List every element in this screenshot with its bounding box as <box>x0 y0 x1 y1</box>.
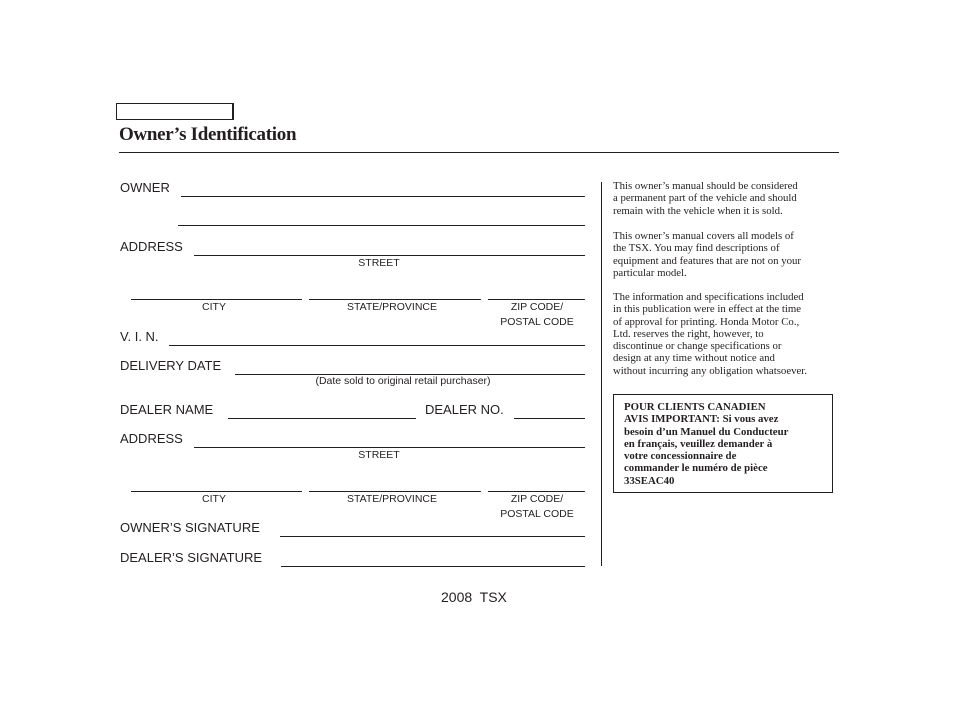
dealer-zip-caption: ZIP CODE/ <box>510 493 564 505</box>
note-line: without incurring any obligation whatsoever. <box>613 364 808 377</box>
column-divider <box>601 182 602 566</box>
dealer-address-label: ADDRESS <box>120 431 183 446</box>
note-line: remain with the vehicle when it is sold. <box>613 204 783 217</box>
manual-note-paragraph <box>613 180 839 217</box>
owner-city-caption: CITY <box>202 301 226 313</box>
note-line: This owner’s manual should be considered <box>613 180 798 192</box>
owner-state-line[interactable] <box>309 299 481 300</box>
note-line: particular model. <box>613 266 687 279</box>
dealer-city-line[interactable] <box>131 491 302 492</box>
owner-name-line-2[interactable] <box>178 225 585 226</box>
delivery-date-label: DELIVERY DATE <box>120 358 222 373</box>
notice-line: AVIS IMPORTANT: Si vous avez <box>624 413 779 426</box>
notice-line: votre concessionnaire de <box>624 450 737 463</box>
dealer-street-caption: STREET <box>358 449 400 461</box>
owner-address-label: ADDRESS <box>120 239 183 254</box>
owner-signature-line[interactable] <box>280 536 585 537</box>
note-line: of approval for printing. Honda Motor Co., <box>613 315 800 328</box>
note-line: design at any time without notice and <box>613 352 775 365</box>
notice-line: besoin d’un Manuel du Conducteur <box>624 425 789 438</box>
notice-line: 33SEAC40 <box>624 474 675 487</box>
notice-line: POUR CLIENTS CANADIEN <box>624 401 766 413</box>
note-line: in this publication were in effect at the time <box>613 303 802 316</box>
section-tab-box <box>116 103 234 120</box>
owner-signature-label: OWNER’S SIGNATURE <box>120 520 260 535</box>
specifications-note-paragraph <box>613 291 839 377</box>
owner-street-caption: STREET <box>358 257 400 269</box>
dealer-no-label: DEALER NO. <box>425 402 504 417</box>
page-title: Owner’s Identification <box>119 124 297 145</box>
owner-street-line[interactable] <box>194 255 585 256</box>
owner-zip-caption: ZIP CODE/ <box>510 301 564 313</box>
owner-city-line[interactable] <box>131 299 302 300</box>
delivery-date-caption: (Date sold to original retail purchaser) <box>315 375 491 387</box>
note-line: This owner’s manual covers all models of <box>613 230 794 242</box>
dealer-street-line[interactable] <box>194 447 585 448</box>
dealer-postal-caption: POSTAL CODE <box>500 508 574 520</box>
canadian-notice-box <box>613 394 833 493</box>
owner-state-caption: STATE/PROVINCE <box>346 301 438 313</box>
note-line: equipment and features that are not on your <box>613 254 801 267</box>
notice-line: commander le numéro de pièce <box>624 462 768 475</box>
vin-line[interactable] <box>169 345 585 346</box>
dealer-zip-line[interactable] <box>488 491 585 492</box>
dealer-name-line[interactable] <box>228 418 416 419</box>
note-line: discontinue or change specifications or <box>613 340 782 353</box>
dealer-signature-line[interactable] <box>281 566 585 567</box>
note-line: a permanent part of the vehicle and should <box>613 192 797 205</box>
dealer-signature-label: DEALER’S SIGNATURE <box>120 550 263 565</box>
models-note-paragraph <box>613 230 839 279</box>
owner-zip-line[interactable] <box>488 299 585 300</box>
title-divider <box>119 152 839 153</box>
note-line: Ltd. reserves the right, however, to <box>613 327 764 340</box>
owner-label: OWNER <box>120 180 170 195</box>
notice-line: en français, veuillez demander à <box>624 437 773 450</box>
note-line: The information and specifications included <box>613 291 804 303</box>
page-footer: 2008 TSX <box>441 589 507 605</box>
owner-postal-caption: POSTAL CODE <box>500 316 574 328</box>
owner-name-line[interactable] <box>181 196 585 197</box>
dealer-no-line[interactable] <box>514 418 585 419</box>
vin-label: V. I. N. <box>120 329 159 344</box>
dealer-name-label: DEALER NAME <box>120 402 214 417</box>
note-line: the TSX. You may find descriptions of <box>613 242 780 255</box>
dealer-state-line[interactable] <box>309 491 481 492</box>
dealer-state-caption: STATE/PROVINCE <box>346 493 438 505</box>
dealer-city-caption: CITY <box>202 493 226 505</box>
